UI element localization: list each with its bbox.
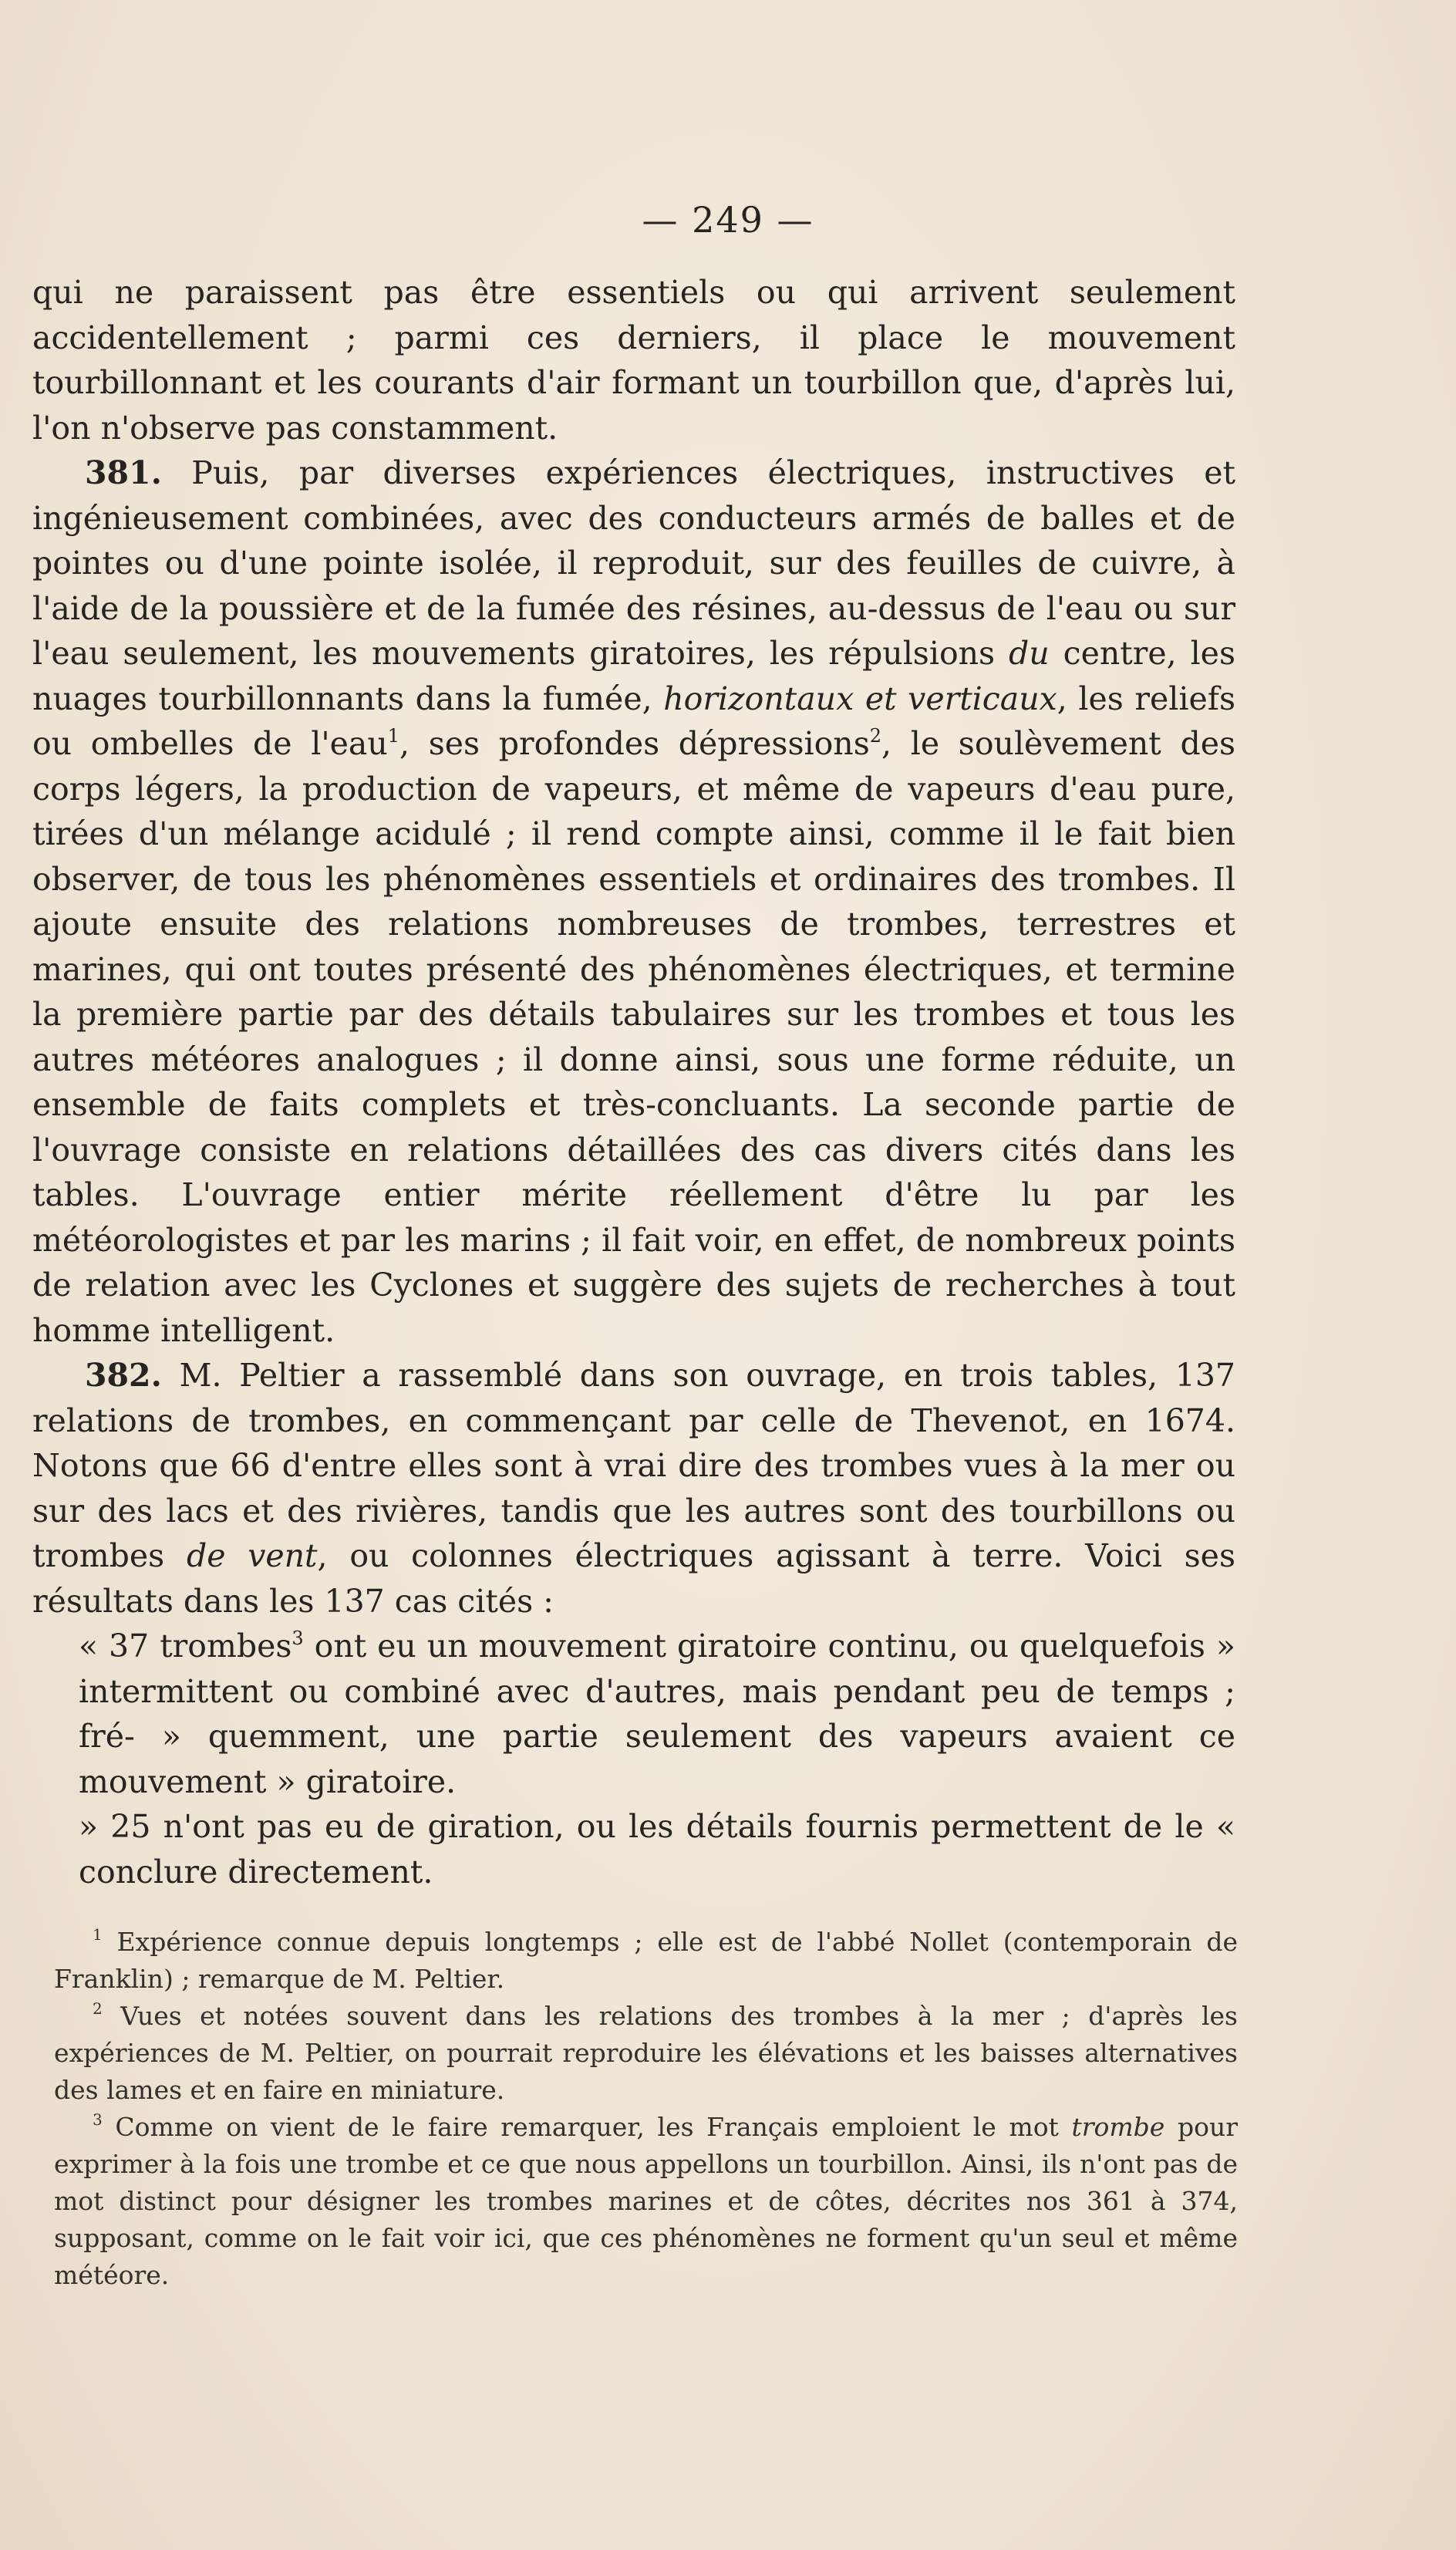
footnote-1: [54, 1924, 1238, 1998]
footnote-marker: 1: [93, 1925, 103, 1944]
paragraph-381: [32, 450, 1235, 1353]
paragraph-continuation: qui ne paraissent pas être essentiels ou qui arrivent seulement accidentellement ; parmi ces derniers, il place le mouvement tourbillonnant et les courants d'air formant un tourbillon que, d'après lui, l'on n'observe pas constamment.: [32, 274, 1235, 447]
text-run: M. Peltier a rassemblé dans son ouvrage, en trois tables, 137 relations de trombes, en commençant par celle de Thevenot, en 1674. Notons que 66 d'entre elles sont à vrai dire des trombes vues à la mer ou sur des lacs et des rivières, tandis que les autres sont des tourbillons ou trombes: [32, 1357, 1235, 1574]
footnote-ref: 3: [292, 1627, 304, 1649]
text-run: , ou colonnes électriques agissant à terre. Voici ses résultats dans les 137 cas cités :: [32, 1537, 1235, 1620]
footnotes: [54, 1924, 1238, 2294]
footnote-text: pour exprimer à la fois une trombe et ce que nous appellons un tourbillon. Ainsi, ils n'ont pas de mot distinct pour désigner les trombes marines et de côtes, décrites nos 361 à 374, supposant, comme on le fait voir ici, que ces phénomènes ne forment qu'un seul et même météore.: [54, 2112, 1238, 2290]
italic-text: horizontaux et verticaux: [663, 680, 1057, 717]
footnote-3: [54, 2109, 1238, 2294]
text-run: « 37 trombes: [79, 1627, 292, 1665]
footnote-text: Expérience connue depuis longtemps ; elle est de l'abbé Nollet (contemporain de Franklin) ; remarque de M. Peltier.: [54, 1927, 1238, 1994]
text-run: ont eu un mouvement giratoire continu, ou quelquefois » intermittent ou combiné avec d'autres, mais pendant peu de temps ; fré- » quemment, une partie seulement des vapeurs avaient ce mouvement » giratoire.: [79, 1627, 1235, 1800]
italic-text: du: [1009, 635, 1050, 672]
paragraph-number: 381.: [85, 454, 162, 491]
footnote-ref: 1: [387, 725, 400, 747]
text-run: , ses profondes dépressions: [399, 725, 870, 762]
page-number: — 249 —: [642, 199, 814, 241]
text-run: centre, les nuages tourbillonnants dans la fumée,: [32, 635, 1235, 717]
quote-paragraph-1: [32, 1624, 1235, 1804]
footnote-marker: 3: [93, 2110, 103, 2129]
footnote-marker: 2: [93, 1999, 103, 2018]
italic-text: de vent: [186, 1537, 318, 1574]
main-text: [32, 270, 1235, 1894]
text-run: , le soulèvement des corps légers, la production de vapeurs, et même de vapeurs d'eau pure, tirées d'un mélange acidulé ; il rend compte ainsi, comme il le fait bien observer, de tous les phénomènes essentiels et ordinaires des trombes. Il ajoute ensuite des relations nombreuses de trombes, terrestres et marines, qui ont toutes présenté des phénomènes électriques, et termine la première partie par des détails tabulaires sur les trombes et tous les autres météores analogues ; il donne ainsi, sous une forme réduite, un ensemble de faits complets et très-concluants. La seconde partie de l'ouvrage consiste en relations détaillées des cas divers cités dans les tables. L'ouvrage entier mérite réellement d'être lu par les météorologistes et par les marins ; il fait voir, en effet, de nombreux points de relation avec les Cyclones et suggère des sujets de recherches à tout homme intelligent.: [32, 725, 1235, 1349]
paragraph-382: [32, 1353, 1235, 1624]
quote-paragraph-2: » 25 n'ont pas eu de giration, ou les détails fournis permettent de le « conclure directement.: [79, 1808, 1235, 1891]
text-run: , les reliefs ou ombelles de l'eau: [32, 680, 1235, 762]
italic-text: trombe: [1071, 2112, 1165, 2142]
footnote-ref: 2: [869, 725, 882, 747]
footnote-text: Vues et notées souvent dans les relations des trombes à la mer ; d'après les expériences de M. Peltier, on pourrait reproduire les élévations et les baisses alternatives des lames et en faire en miniature.: [54, 2001, 1238, 2105]
text-run: Puis, par diverses expériences électriques, instructives et ingénieusement combinées, avec des conducteurs armés de balles et de pointes ou d'une pointe isolée, il reproduit, sur des feuilles de cuivre, à l'aide de la poussière et de la fumée des résines, au-dessus de l'eau ou sur l'eau seulement, les mouvements giratoires, les répulsions: [32, 454, 1235, 672]
footnote-2: [54, 1998, 1238, 2109]
footnote-text: Comme on vient de le faire remarquer, les Français emploient le mot: [102, 2112, 1072, 2142]
paragraph-number: 382.: [85, 1357, 162, 1394]
